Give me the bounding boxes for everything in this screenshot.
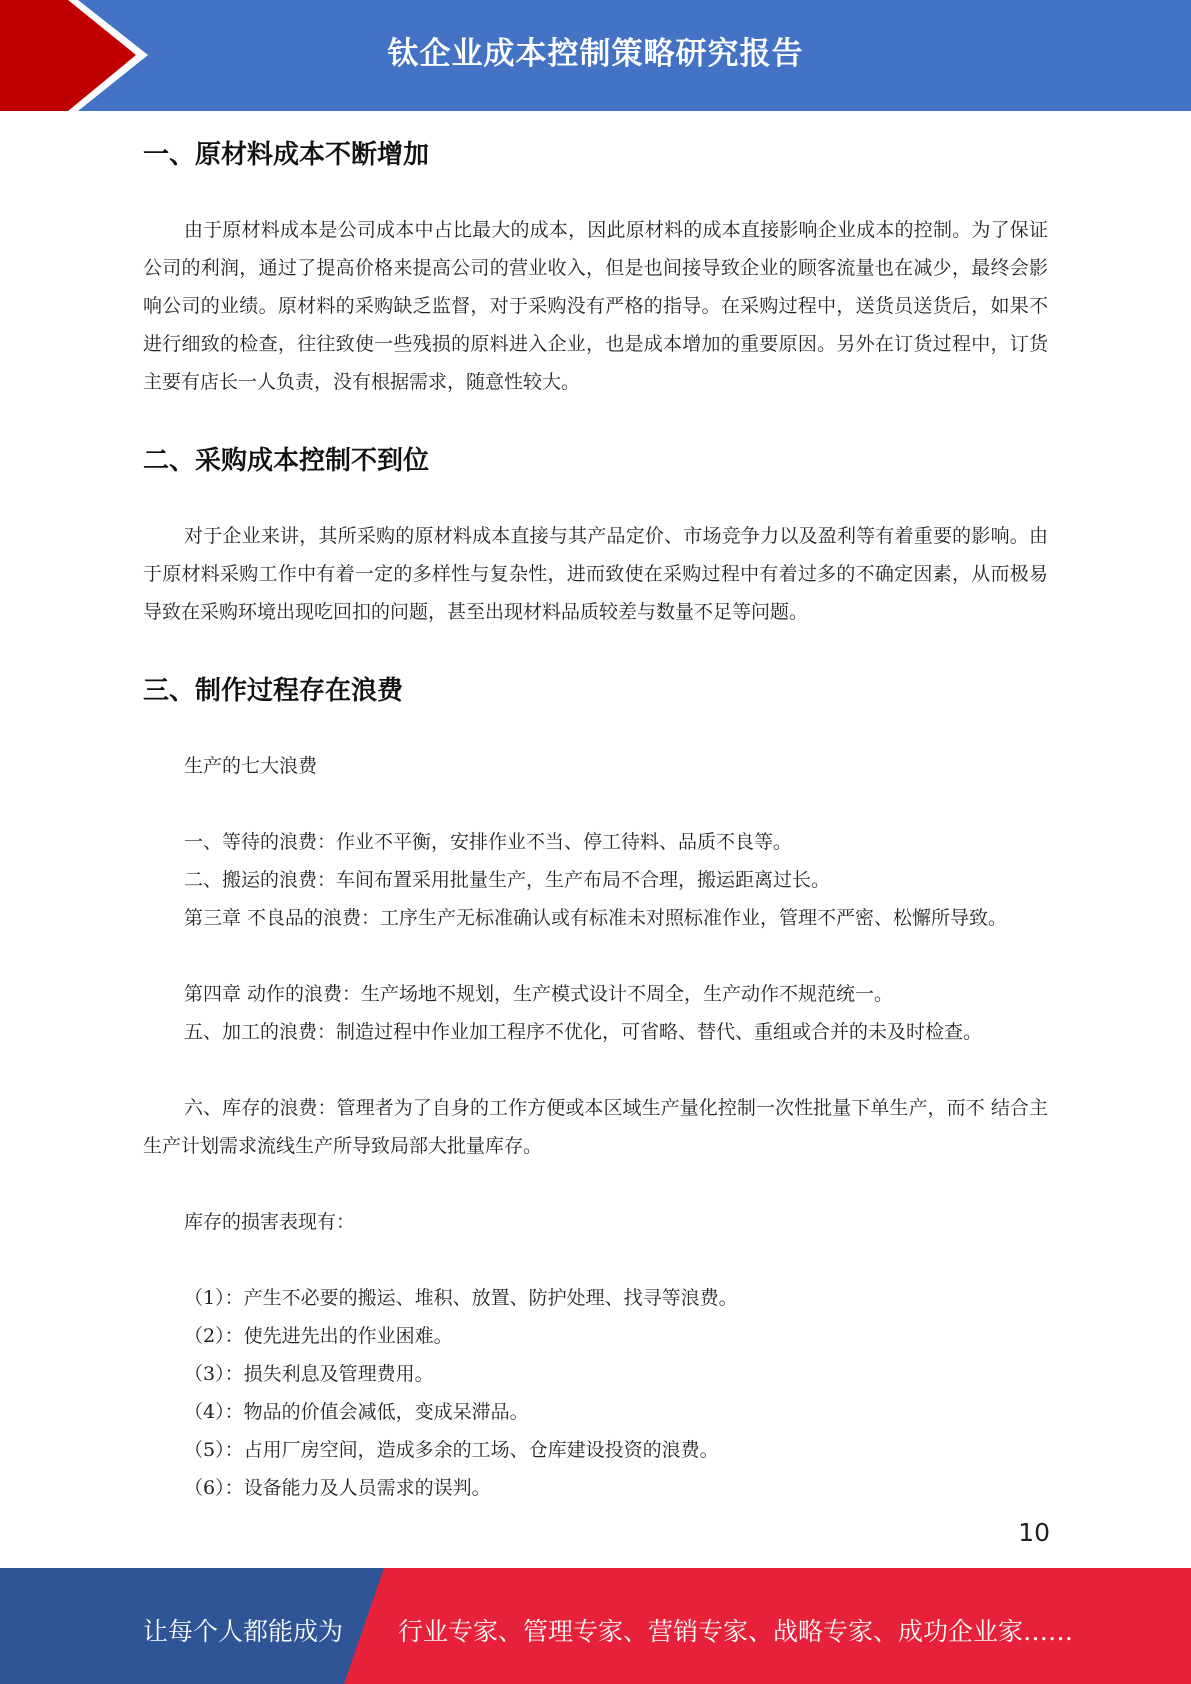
- waste-item-6: 六、库存的浪费：管理者为了自身的工作方便或本区域生产量化控制一次性批量下单生产，而不 结合主生产计划需求流线生产所导致局部大批量库存。: [143, 1097, 1048, 1157]
- section-heading-2: 二、采购成本控制不到位: [143, 446, 430, 476]
- harm-item-1: （1）：产生不必要的搬运、堆积、放置、防护处理、找寻等浪费。: [184, 1287, 738, 1309]
- page-number: 10: [1018, 1518, 1050, 1547]
- header-title: 钛企业成本控制策略研究报告: [387, 36, 804, 72]
- waste-intro: 生产的七大浪费: [184, 755, 318, 777]
- waste-item-1: 一、等待的浪费：作业不平衡，安排作业不当、停工待料、品质不良等。: [184, 831, 793, 853]
- section-2-paragraph: 对于企业来讲，其所采购的原材料成本直接与其产品定价、市场竞争力以及盈利等有着重要的影响。由于原材料采购工作中有着一定的多样性与复杂性，进而致使在采购过程中有着过多的不确定因素，从而极易导致在采购环境出现吃回扣的问题，甚至出现材料品质较差与数量不足等问题。: [143, 525, 1048, 623]
- waste-item-2: 二、搬运的浪费：车间布置采用批量生产，生产布局不合理，搬运距离过长。: [184, 869, 831, 891]
- waste-item-3: 第三章 不良品的浪费：工序生产无标准确认或有标准未对照标准作业，管理不严密、松懈所导致。: [184, 907, 1008, 929]
- section-1-paragraph: 由于原材料成本是公司成本中占比最大的成本，因此原材料的成本直接影响企业成本的控制。为了保证公司的利润，通过了提高价格来提高公司的营业收入，但是也间接导致企业的顾客流量也在减少，最终会影响公司的业绩。原材料的采购缺乏监督，对于采购没有严格的指导。在采购过程中，送货员送货后，如果不进行细致的检查，往往致使一些残损的原料进入企业，也是成本增加的重要原因。另外在订货过程中，订货主要有店长一人负责，没有根据需求，随意性较大。: [143, 219, 1048, 393]
- harm-item-5: （5）：占用厂房空间，造成多余的工场、仓库建设投资的浪费。: [184, 1439, 719, 1461]
- harm-intro: 库存的损害表现有：: [184, 1211, 356, 1233]
- section-heading-3: 三、制作过程存在浪费: [143, 676, 404, 706]
- page-footer: [0, 1568, 1191, 1684]
- harm-item-6: （6）：设备能力及人员需求的误判。: [184, 1477, 491, 1499]
- footer-slogan-left: 让每个人都能成为: [143, 1617, 344, 1646]
- section-heading-1: 一、原材料成本不断增加: [143, 140, 430, 170]
- harm-item-2: （2）：使先进先出的作业困难。: [184, 1325, 453, 1347]
- waste-item-4: 第四章 动作的浪费：生产场地不规划，生产模式设计不周全，生产动作不规范统一。: [184, 983, 894, 1005]
- harm-item-3: （3）：损失利息及管理费用。: [184, 1363, 434, 1385]
- footer-slogan-right: 行业专家、管理专家、营销专家、战略专家、成功企业家……: [398, 1617, 1074, 1646]
- waste-item-5: 五、加工的浪费：制造过程中作业加工程序不优化，可省略、替代、重组或合并的未及时检查。: [184, 1021, 983, 1043]
- page-header: [0, 0, 1191, 111]
- harm-item-4: （4）：物品的价值会减低，变成呆滞品。: [184, 1401, 529, 1423]
